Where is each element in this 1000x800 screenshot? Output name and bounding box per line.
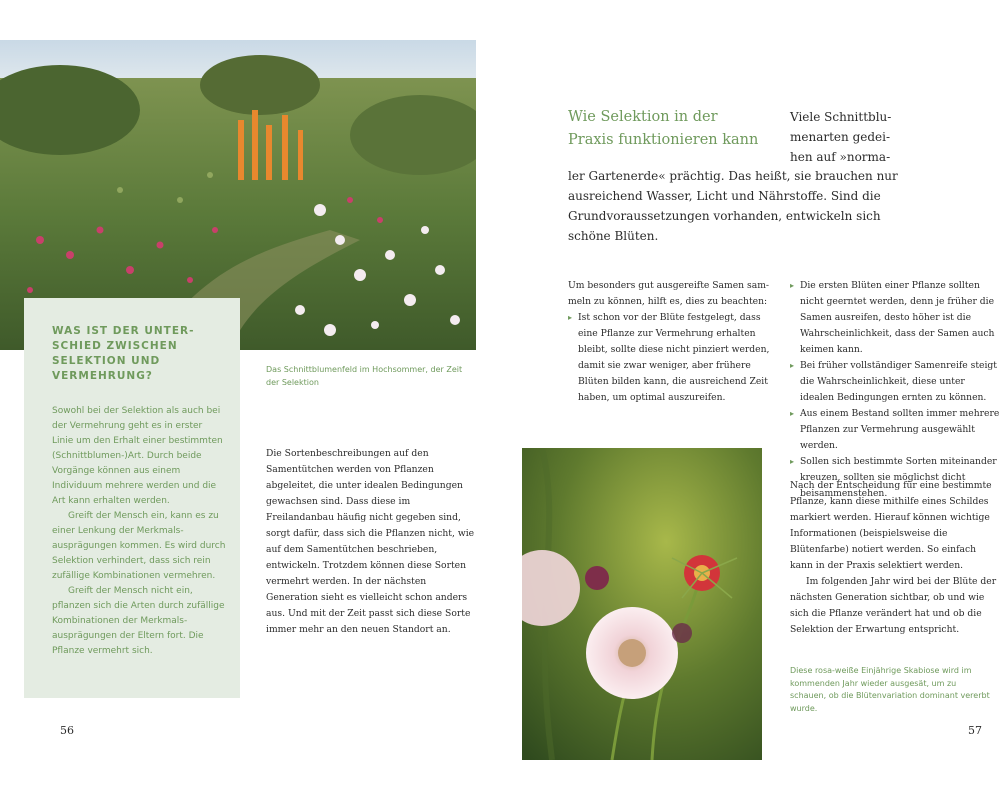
photo-caption: Diese rosa-weiße Einjährige Skabiose wird im kommenden Jahr wieder ausgesät, um zu schauen, ob die Blütenvariation dominant vererbt wurde. <box>790 666 990 713</box>
bullet-item: ▸ Sollen sich bestimmte Sorten miteinander kreuzen, sollten sie möglichst dicht beisammenstehen. <box>790 454 1000 502</box>
info-box-paragraph: Greift der Mensch nicht ein, pflanzen sich die Arten durch zufällige Kombinationen der Merkmalsausprägungen der Eltern fort. Die Pflanze vermehrt sich. <box>52 586 225 656</box>
bullet-item: ▸ Ist schon vor der Blüte festgelegt, dass eine Pflanze zur Vermehrung erhalten bleibt, sollte diese nicht pinziert werden, damit sie zwar weniger, aber frühere Blüten bilden kann, die ausreichend Zeit haben, um optimal auszureifen. <box>568 310 780 406</box>
bullet-item: ▸ Die ersten Blüten einer Pflanze sollten nicht geerntet werden, denn je früher die Samen ausreifen, desto höher ist die Wahrscheinlichkeit, dass der Samen auch keimen kann. <box>790 278 1000 358</box>
bullet-item: ▸ Bei früher vollständiger Samenreife steigt die Wahrscheinlichkeit, diese unter idealen Bedingungen ernten zu können. <box>790 358 1000 406</box>
info-box-heading: WAS IST DER UNTER- SCHIED ZWISCHEN SELEKTION UND VERMEHRUNG? <box>52 325 195 382</box>
body-column <box>790 278 1000 502</box>
info-box <box>24 298 240 698</box>
scabiosa-flower-photo <box>522 448 762 760</box>
bullet-item: ▸ Aus einem Bestand sollten immer mehrere Pflanzen zur Vermehrung ausgewählt werden. <box>790 406 1000 454</box>
body-column <box>568 278 780 406</box>
info-box-paragraph: Greift der Mensch ein, kann es zu einer Lenkung der Merkmalsausprägungen kommen. Es wird durch Selektion verhindert, dass sich rein zufällige Kombinationen vermehren. <box>52 511 226 581</box>
body-paragraph: Nach der Entscheidung für eine bestimmte Pflanze, kann diese mithilfe eines Schildes markiert werden. Hierauf können wichtige Informationen (beispielsweise die Blütenfarbe) notiert werden. So einfach kann in der Praxis selektiert werden. <box>790 480 992 571</box>
lead-text: Viele Schnittblu- menarten gedei- hen auf »norma- <box>790 110 892 164</box>
lead-text-continued: ler Gartenerde« prächtig. Das heißt, sie brauchen nur ausreichend Wasser, Licht und Nährstoffe. Sind die Grundvoraussetzungen vorhanden, entwickeln sich schöne Blüten. <box>568 169 898 243</box>
body-column <box>790 478 1000 638</box>
bullet-list <box>568 310 780 406</box>
column-intro: Um besonders gut ausgereifte Samen sammeln zu können, hilft es, dies zu beachten: <box>568 280 770 307</box>
bullet-list <box>790 278 1000 502</box>
page-number: 56 <box>60 724 74 737</box>
body-paragraph: Im folgenden Jahr wird bei der Blüte der nächsten Generation sichtbar, ob und wie sich die Pflanze verändert hat und ob die Selektion der Erwartung entspricht. <box>790 576 997 635</box>
body-column: Die Sortenbeschreibungen auf den Samentütchen werden von Pflanzen abgeleitet, die unter idealen Bedingungen gewachsen sind. Dass diese im Freilandanbau häufig nicht gegeben sind, sorgt dafür, dass sich die Pflanzen nicht, wie auf dem Samentütchen beschrieben, entwickeln. Trotzdem können diese Sorten vermehrt werden. In der nächsten Generation sieht es vielleicht schon anders aus. Und mit der Zeit passt sich diese Sorte immer mehr an den neuen Standort an. <box>266 448 475 635</box>
info-box-paragraph: Sowohl bei der Selektion als auch bei der Vermehrung geht es in erster Linie um den Erhalt einer bestimmten (Schnittblumen-)Art. Durch beide Vorgänge können aus einem Individuum mehrere werden und die Art kann erhalten werden. <box>52 406 223 506</box>
photo-caption: Das Schnittblumenfeld im Hochsommer, der Zeit der Selektion <box>266 365 463 387</box>
page-number: 57 <box>968 724 982 737</box>
section-heading: Wie Selektion in der Praxis funktionieren kann <box>568 109 759 148</box>
scabiosa-illustration <box>522 448 762 760</box>
